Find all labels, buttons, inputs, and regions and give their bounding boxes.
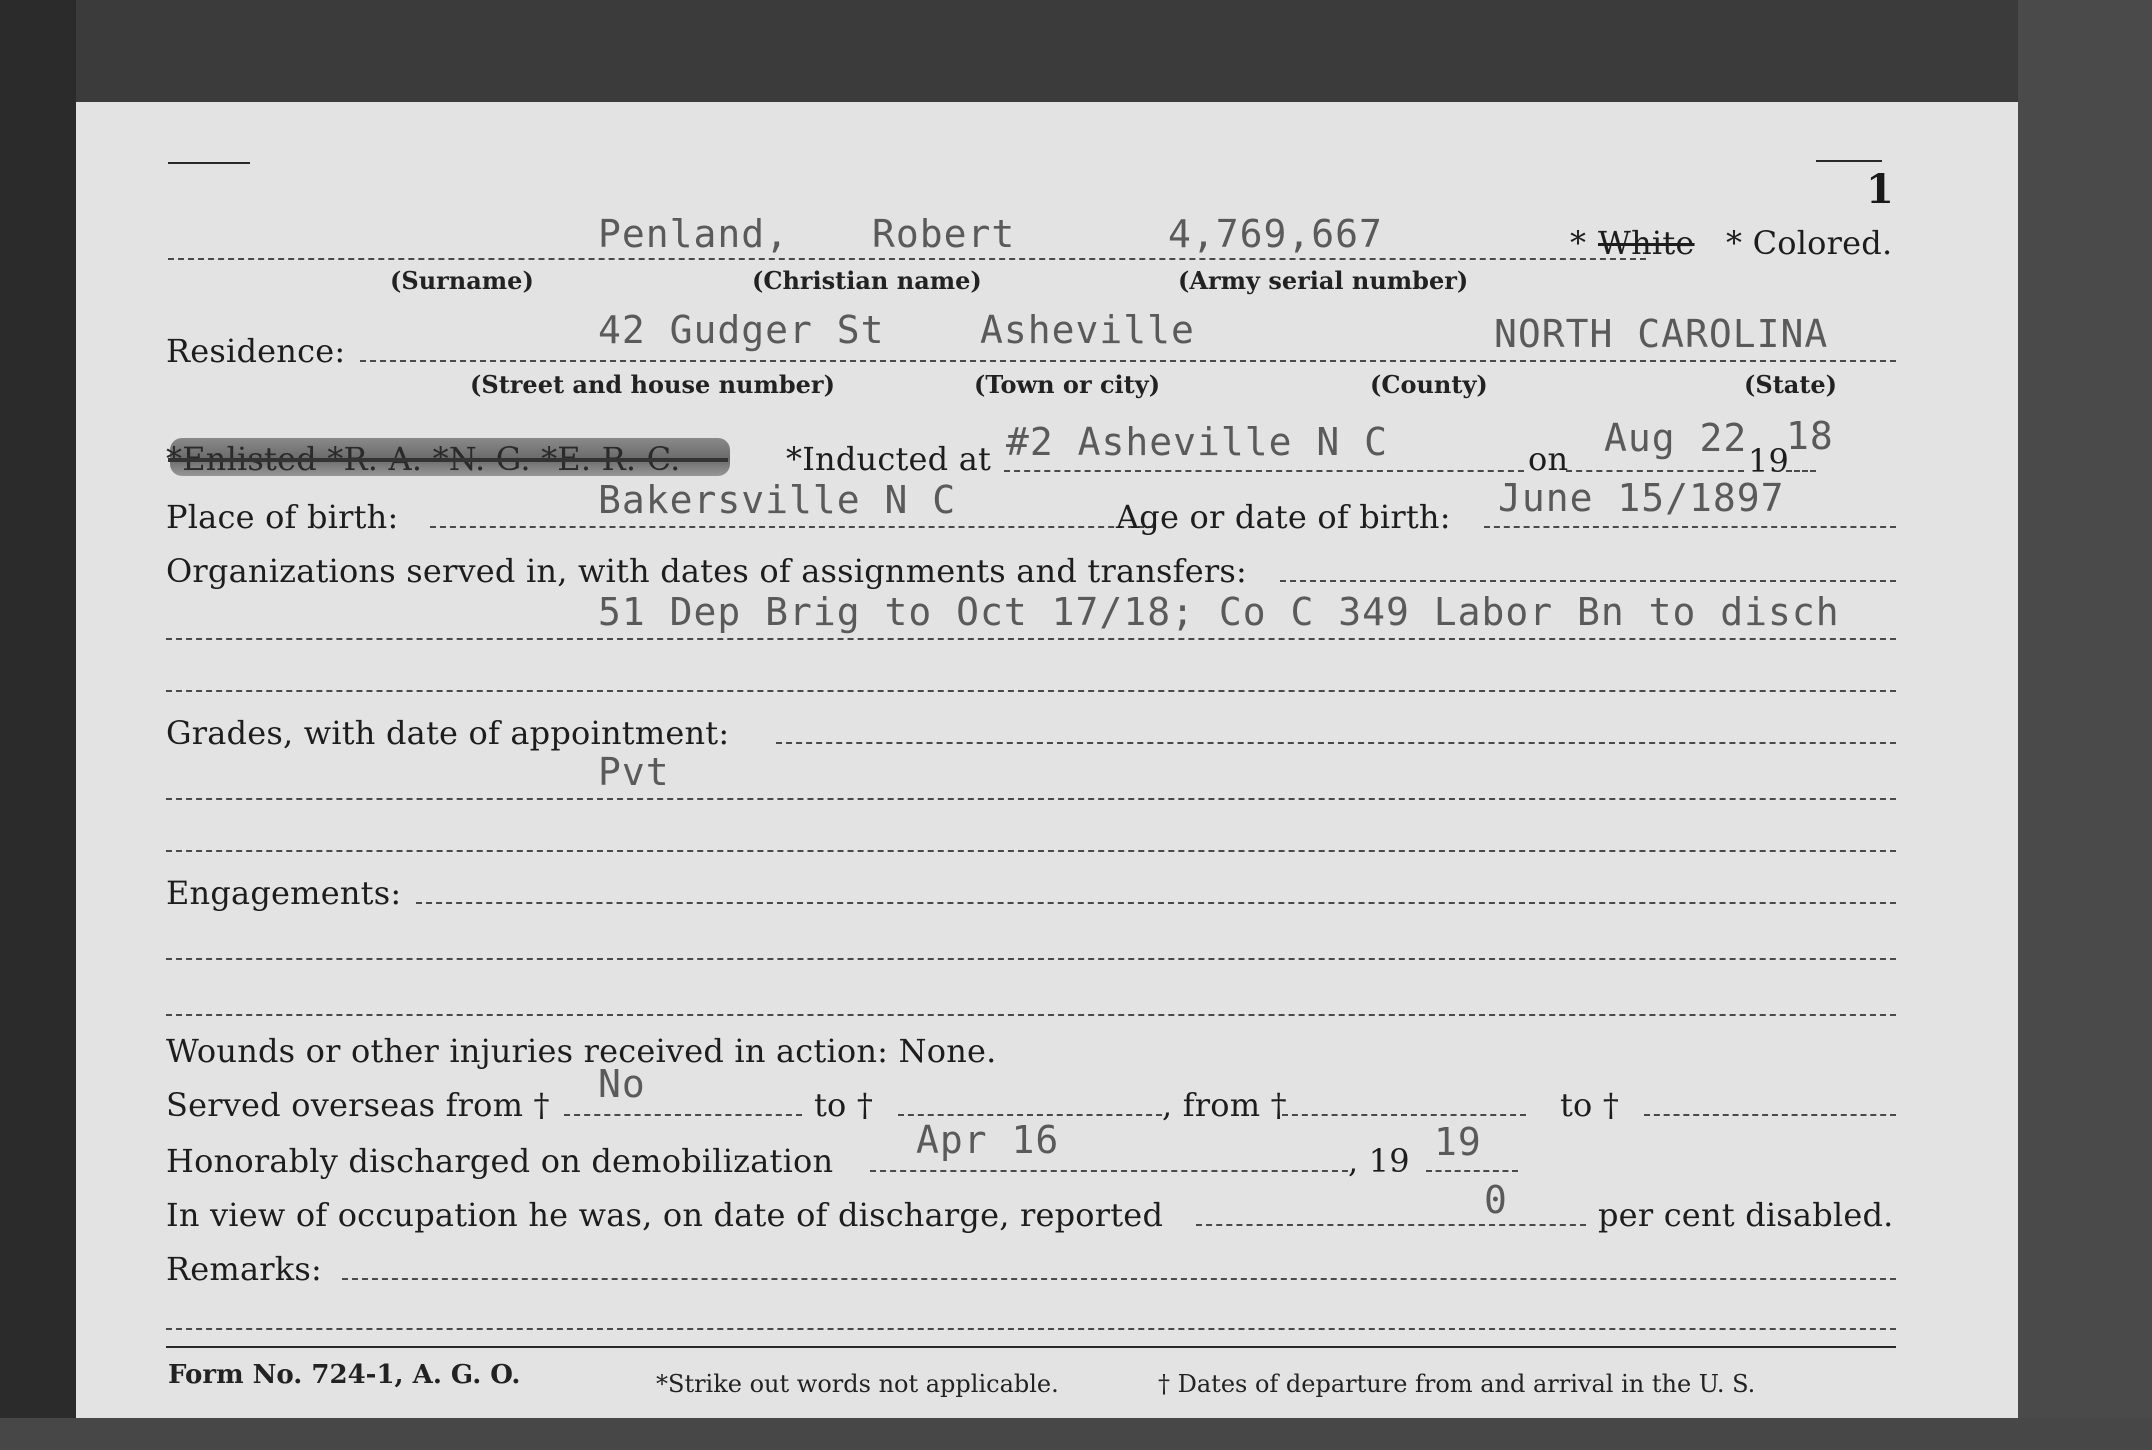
dates-note: † Dates of departure from and arrival in the U. S. xyxy=(1158,1370,1756,1398)
overseas-from-label-2: , from † xyxy=(1162,1086,1287,1124)
inducted-year-value: 18 xyxy=(1786,414,1834,458)
grades-label: Grades, with date of appointment: xyxy=(166,714,730,752)
town-caption: (Town or city) xyxy=(974,370,1161,399)
organizations-label: Organizations served in, with dates of assignments and transfers: xyxy=(166,552,1247,590)
on-label: on xyxy=(1528,440,1569,478)
overseas-from-value: No xyxy=(598,1062,646,1106)
engagements-line-1 xyxy=(416,902,1896,904)
name-line xyxy=(168,258,1646,260)
serial-number-value: 4,769,667 xyxy=(1168,212,1383,256)
card-number-text: 1 xyxy=(1866,166,1894,213)
overseas-from-line-1 xyxy=(564,1114,802,1116)
scan-background-bottom xyxy=(0,1418,2152,1450)
overseas-to-label-1: to † xyxy=(814,1086,874,1124)
discharge-year-value: 19 xyxy=(1434,1120,1482,1164)
place-of-birth-value: Bakersville N C xyxy=(598,478,957,522)
residence-line xyxy=(360,360,1896,362)
grade-value: Pvt xyxy=(598,750,670,794)
overseas-to-label-2: to † xyxy=(1560,1086,1620,1124)
organizations-line-2 xyxy=(166,638,1896,640)
enlisted-struck: *Enlisted *R. A. *N. G. *E. R. C. xyxy=(166,440,681,478)
disabled-percent-value: 0 xyxy=(1484,1178,1508,1222)
discharge-date-value: Apr 16 xyxy=(916,1118,1060,1162)
inducted-place-value: #2 Asheville N C xyxy=(1006,420,1389,464)
street-caption: (Street and house number) xyxy=(470,370,835,399)
top-right-rule xyxy=(1816,160,1882,162)
strike-out-note: *Strike out words not applicable. xyxy=(656,1370,1059,1398)
inducted-place-line xyxy=(1004,470,1524,472)
place-of-birth-label: Place of birth: xyxy=(166,498,399,536)
town-value: Asheville xyxy=(980,308,1195,352)
remarks-line-1 xyxy=(342,1278,1896,1280)
christian-name-value: Robert xyxy=(872,212,1016,256)
serial-number-caption: (Army serial number) xyxy=(1178,266,1469,295)
place-of-birth-line xyxy=(430,526,1154,528)
scan-background-top xyxy=(0,0,2152,102)
asterisk-white: * xyxy=(1570,224,1587,262)
engagements-line-2 xyxy=(166,958,1896,960)
top-left-rule xyxy=(168,162,250,164)
discharge-date-line xyxy=(870,1170,1348,1172)
surname-caption: (Surname) xyxy=(390,266,534,295)
served-overseas-label: Served overseas from † xyxy=(166,1086,550,1124)
form-number: Form No. 724-1, A. G. O. xyxy=(168,1360,521,1390)
per-cent-disabled-label: per cent disabled. xyxy=(1598,1196,1894,1234)
surname-value: Penland, xyxy=(598,212,790,256)
overseas-from-line-2 xyxy=(1282,1114,1526,1116)
birth-date-value: June 15/1897 xyxy=(1498,476,1785,520)
occupation-label: In view of occupation he was, on date of discharge, reported xyxy=(166,1196,1164,1234)
age-or-birth-label: Age or date of birth: xyxy=(1116,498,1451,536)
scan-background-left xyxy=(0,0,76,1450)
organizations-value: 51 Dep Brig to Oct 17/18; Co C 349 Labor Bn to disch xyxy=(598,590,1840,634)
grades-line-2 xyxy=(166,798,1896,800)
engagements-line-3 xyxy=(166,1014,1896,1016)
discharge-year-prefix: , 19 xyxy=(1348,1142,1410,1180)
wounds-label: Wounds or other injuries received in action: None. xyxy=(166,1032,997,1070)
honorably-discharged-label: Honorably discharged on demobilization xyxy=(166,1142,834,1180)
service-record-card xyxy=(76,102,2018,1418)
state-value: NORTH CAROLINA xyxy=(1494,312,1829,356)
enlisted-strike-line xyxy=(168,458,728,462)
grades-line-3 xyxy=(166,850,1896,852)
remarks-label: Remarks: xyxy=(166,1250,322,1288)
grades-line-1 xyxy=(776,742,1896,744)
inducted-year-prefix: 19 xyxy=(1748,442,1790,480)
disabled-percent-line xyxy=(1196,1224,1586,1226)
county-caption: (County) xyxy=(1370,370,1488,399)
inducted-year-line xyxy=(1786,470,1816,472)
overseas-to-line-1 xyxy=(898,1114,1162,1116)
inducted-date-value: Aug 22 xyxy=(1604,416,1748,460)
street-value: 42 Gudger St xyxy=(598,308,885,352)
christian-name-caption: (Christian name) xyxy=(752,266,982,295)
colored-label: * Colored. xyxy=(1726,224,1893,262)
organizations-line-3 xyxy=(166,690,1896,692)
birth-date-line xyxy=(1484,526,1896,528)
discharge-year-line xyxy=(1426,1170,1518,1172)
bottom-rule xyxy=(166,1346,1896,1348)
white-struck: White xyxy=(1598,224,1695,262)
inducted-date-line xyxy=(1566,470,1744,472)
state-caption: (State) xyxy=(1744,370,1838,399)
residence-label: Residence: xyxy=(166,332,346,370)
engagements-label: Engagements: xyxy=(166,874,402,912)
remarks-line-2 xyxy=(166,1328,1896,1330)
organizations-line-1 xyxy=(1280,580,1896,582)
overseas-to-line-2 xyxy=(1644,1114,1896,1116)
scan-background-right xyxy=(2018,0,2152,1450)
inducted-at-label: *Inducted at xyxy=(786,440,992,478)
